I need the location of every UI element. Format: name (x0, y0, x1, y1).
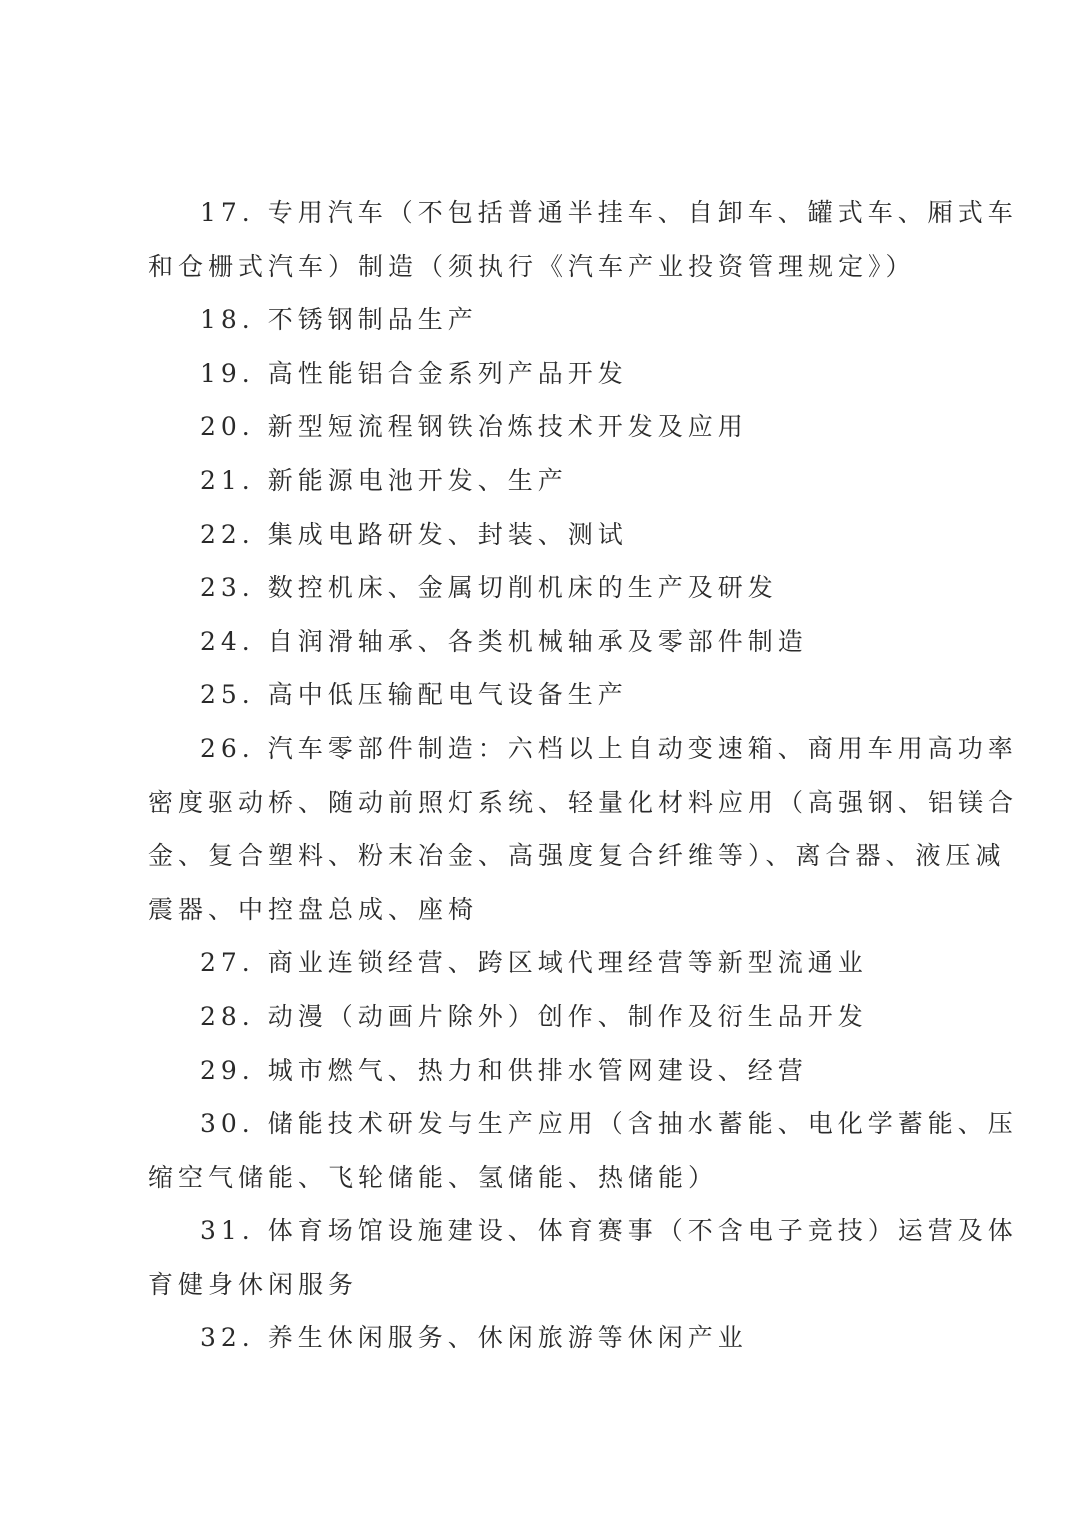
list-item-23 (148, 561, 934, 615)
list-item-24 (148, 615, 934, 669)
item-26-line-3: 金、复合塑料、粉末冶金、高强度复合纤维等）、离合器、液压减 (148, 841, 1006, 871)
item-29-line-1: 29. 城市燃气、热力和供排水管网建设、经营 (200, 1055, 808, 1085)
item-26-line-1: 26. 汽车零部件制造：六档以上自动变速箱、商用车用高功率 (200, 733, 1018, 763)
list-item-25 (148, 668, 934, 722)
item-25-line-1: 25. 高中低压输配电气设备生产 (200, 680, 628, 710)
list-item-17 (148, 186, 1018, 293)
list-item-20 (148, 400, 934, 454)
item-19-line-1: 19. 高性能铝合金系列产品开发 (200, 358, 628, 388)
item-27-line-1: 27. 商业连锁经营、跨区域代理经营等新型流通业 (200, 948, 868, 978)
list-item-27 (148, 936, 934, 990)
list-item-19 (148, 347, 934, 401)
list-item-28 (148, 990, 934, 1044)
item-22-line-1: 22. 集成电路研发、封装、测试 (200, 519, 628, 549)
item-28-line-1: 28. 动漫（动画片除外）创作、制作及衍生品开发 (200, 1001, 868, 1031)
list-item-32 (148, 1311, 934, 1365)
list-item-29 (148, 1044, 934, 1098)
item-18-line-1: 18. 不锈钢制品生产 (200, 305, 478, 335)
item-31-line-2: 育健身休闲服务 (148, 1269, 359, 1299)
item-17-line-1: 17. 专用汽车（不包括普通半挂车、自卸车、罐式车、厢式车 (200, 198, 1018, 227)
list-item-26 (148, 722, 1019, 936)
item-26-line-4: 震器、中控盘总成、座椅 (148, 894, 479, 924)
catalog-list (148, 186, 1019, 1365)
item-26-line-2: 密度驱动桥、随动前照灯系统、轻量化材料应用（高强钢、铝镁合 (148, 787, 1019, 817)
list-item-18 (148, 293, 934, 347)
list-item-21 (148, 454, 934, 508)
list-item-30 (148, 1097, 1018, 1204)
item-31-line-1: 31. 体育场馆设施建设、体育赛事（不含电子竞技）运营及体 (200, 1216, 1018, 1246)
item-21-line-1: 21. 新能源电池开发、生产 (200, 465, 568, 495)
item-20-line-1: 20. 新型短流程钢铁冶炼技术开发及应用 (200, 412, 748, 442)
list-item-22 (148, 508, 934, 562)
list-item-31 (148, 1204, 1018, 1311)
item-30-line-2: 缩空气储能、飞轮储能、氢储能、热储能） (148, 1162, 719, 1192)
item-23-line-1: 23. 数控机床、金属切削机床的生产及研发 (200, 573, 778, 603)
item-32-line-1: 32. 养生休闲服务、休闲旅游等休闲产业 (200, 1323, 748, 1353)
item-24-line-1: 24. 自润滑轴承、各类机械轴承及零部件制造 (200, 626, 808, 656)
item-17-line-2: 和仓栅式汽车）制造（须执行《汽车产业投资管理规定》） (148, 251, 916, 281)
item-30-line-1: 30. 储能技术研发与生产应用（含抽水蓄能、电化学蓄能、压 (200, 1109, 1018, 1139)
